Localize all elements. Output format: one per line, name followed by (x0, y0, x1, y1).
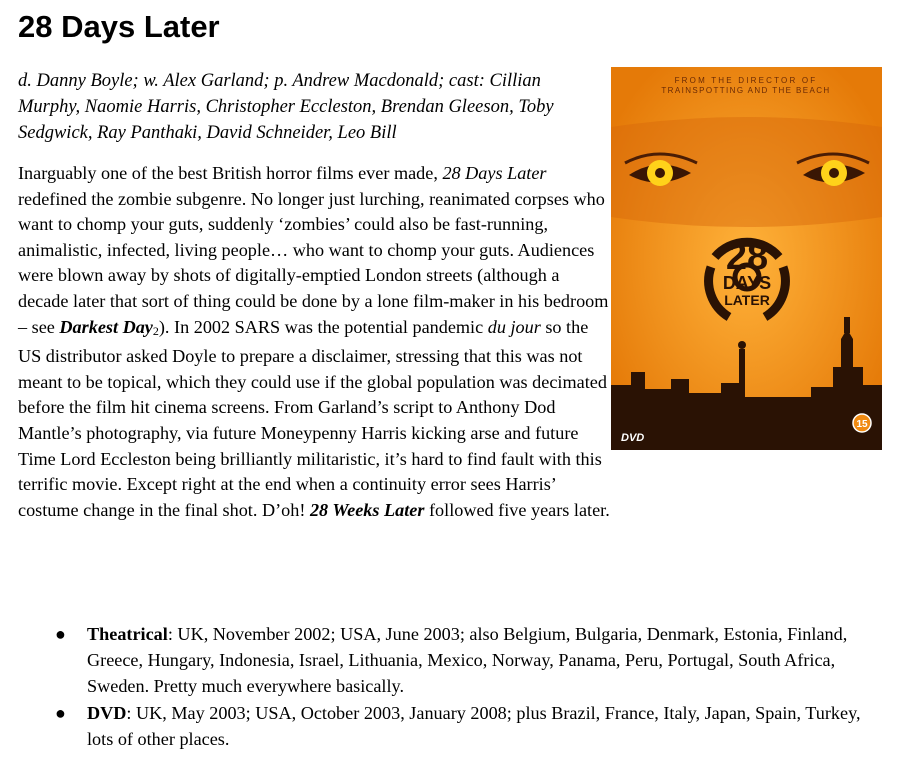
review-part-3: ). In 2002 SARS was the potential pandemic (158, 316, 488, 337)
page-title: 28 Days Later (18, 9, 220, 44)
cover-logo-days: DAYS (722, 273, 772, 293)
list-item (55, 700, 885, 752)
release-text-dvd: : UK, May 2003; USA, October 2003, January 2008; plus Brazil, France, Italy, Japan, Spain, Turkey, lots of other places. (87, 703, 861, 749)
release-label-dvd: DVD (87, 703, 127, 723)
dvd-logo-icon: DVD (621, 432, 645, 444)
release-text-theatrical: : UK, November 2002; USA, June 2003; also Belgium, Bulgaria, Denmark, Estonia, Finland, Greece, Hungary, Indonesia, Israel, Lithuania, Mexico, Norway, Panama, Peru, Portugal, South Africa, Sweden. Pretty much everywhere basically. (87, 624, 848, 696)
bullet-icon: ● (55, 703, 66, 723)
cover-tagline-bottom: TRAINSPOTTING AND THE BEACH (661, 86, 831, 95)
age-rating-badge (853, 414, 871, 432)
bullet-icon: ● (55, 624, 66, 644)
cover-tagline-top: FROM THE DIRECTOR OF (674, 76, 818, 85)
cover-logo-number: 28 (725, 236, 769, 278)
cover-logo-later: LATER (724, 292, 770, 308)
review-part-5: followed five years later. (424, 499, 610, 520)
release-list (55, 621, 885, 753)
darkest-day-subscript: 2 (152, 323, 159, 338)
sequel-title-link[interactable]: 28 Weeks Later (309, 499, 425, 520)
darkest-day-link[interactable]: Darkest Day (59, 316, 153, 337)
dvd-cover-image (611, 67, 882, 450)
review-part-2: redefined the zombie subgenre. No longer just lurching, reanimated corpses who want to chomp your guts, suddenly ‘zombies’ could also be fast-running, animalistic, infected, living people… who want to chomp your guts. Audiences were blown away by shots of digitally-emptied London streets (although a decade later that sort of thing could be done by a lone film-maker in his bedroom – see (18, 188, 609, 337)
release-label-theatrical: Theatrical (87, 624, 168, 644)
du-jour-phrase: du jour (487, 316, 541, 337)
age-rating-text: 15 (856, 419, 868, 430)
film-credits: d. Danny Boyle; w. Alex Garland; p. Andrew Macdonald; cast: Cillian Murphy, Naomie Harris, Christopher Eccleston, Brendan Gleeson, Toby Sedgwick, Ray Panthaki, David Schneider, Leo Bill (18, 71, 554, 143)
review-part-1: Inarguably one of the best British horror films ever made, (18, 163, 443, 183)
review-part-4: so the US distributor asked Doyle to prepare a disclaimer, stressing that this was not meant to be topical, which they could use if the global population was decimated before the film hit cinema screens. From Garland’s script to Anthony Dod Mantle’s photography, via future Moneypenny Harris kicking arse and future Time Lord Eccleston being brilliantly militaristic, it’s hard to find fault with this terrific movie. Except right at the end when a continuity error sees Harris’ costume change in the final shot. D’oh! (18, 316, 607, 520)
list-item (55, 621, 885, 699)
review-text (18, 161, 610, 523)
film-title-inline: 28 Days Later (442, 163, 547, 183)
